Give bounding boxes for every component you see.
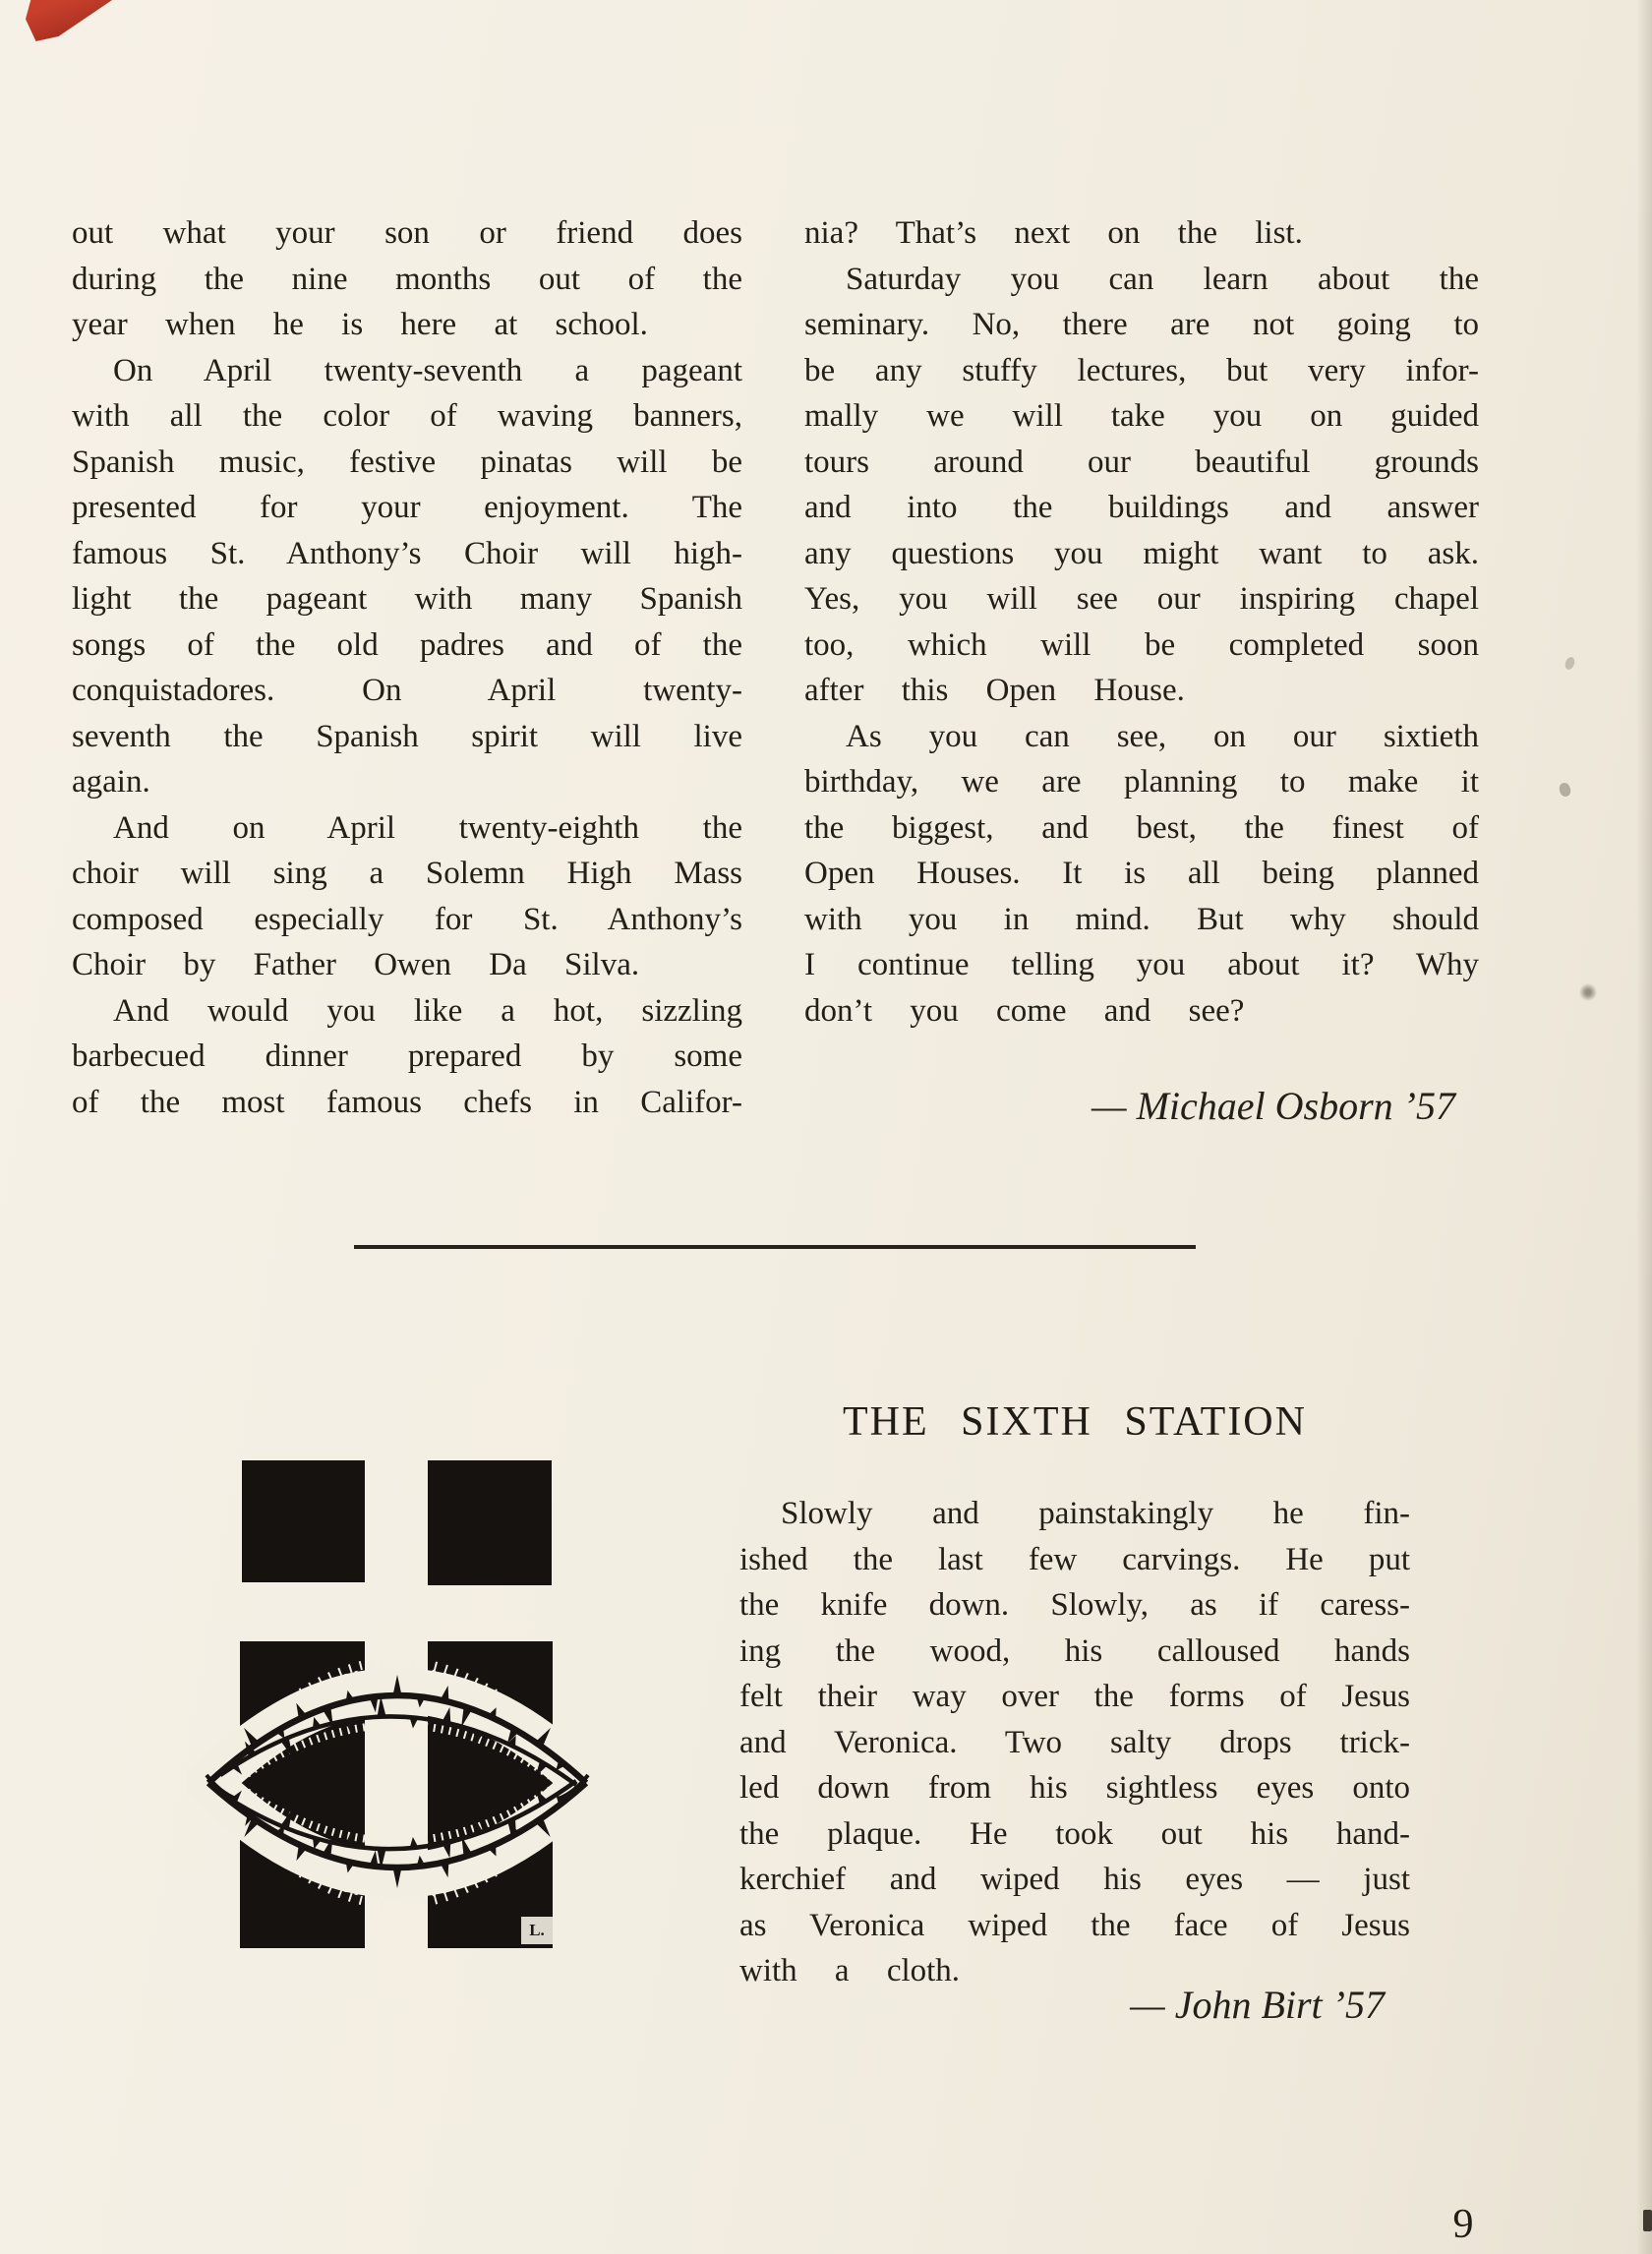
text-line: kerchief and wiped his eyes — just bbox=[739, 1862, 1410, 1897]
text-line: the knife down. Slowly, as if caress- bbox=[739, 1587, 1410, 1623]
text-line: famous St. Anthony’s Choir will high- bbox=[72, 535, 742, 571]
text-line: the biggest, and best, the finest of bbox=[804, 809, 1479, 846]
text-line: felt their way over the forms of Jesus bbox=[739, 1679, 1410, 1714]
text-line: On April twenty-seventh a pageant bbox=[113, 352, 742, 388]
scan-speck bbox=[1564, 656, 1576, 671]
text-line: conquistadores. On April twenty- bbox=[72, 673, 742, 708]
text-line: of the most famous chefs in Califor- bbox=[72, 1084, 742, 1120]
right-column bbox=[804, 210, 1479, 1034]
text-line: light the pageant with many Spanish bbox=[72, 581, 742, 617]
text-line: composed especially for St. Anthony’s bbox=[72, 901, 742, 937]
text-line: during the nine months out of the bbox=[72, 261, 742, 297]
text-line: don’t you come and see? bbox=[804, 992, 1245, 1029]
text-line: any questions you might want to ask. bbox=[804, 535, 1479, 571]
text-line: barbecued dinner prepared by some bbox=[72, 1038, 742, 1074]
scan-speck bbox=[1558, 782, 1571, 798]
text-line: after this Open House. bbox=[804, 673, 1185, 708]
text-line: Yes, you will see our inspiring chapel bbox=[804, 581, 1479, 617]
text-line: And on April twenty-eighth the bbox=[113, 809, 742, 846]
text-line: nia? That’s next on the list. bbox=[804, 215, 1303, 251]
text-line: Open Houses. It is all being planned bbox=[804, 856, 1479, 891]
scan-speck bbox=[1579, 983, 1597, 1001]
text-line: as Veronica wiped the face of Jesus bbox=[739, 1907, 1410, 1943]
text-line: presented for your enjoyment. The bbox=[72, 490, 742, 525]
text-line: birthday, we are planning to make it bbox=[804, 764, 1479, 800]
sixth-station-heading: THE SIXTH STATION bbox=[843, 1399, 1307, 1445]
text-line: Saturday you can learn about the bbox=[846, 261, 1479, 297]
text-line: seventh the Spanish spirit will live bbox=[72, 718, 742, 754]
text-line: led down from his sightless eyes onto bbox=[739, 1770, 1410, 1806]
text-line: with all the color of waving banners, bbox=[72, 398, 742, 434]
artist-initial: L. bbox=[521, 1917, 553, 1944]
author-signature-birt: — John Birt ’57 bbox=[1130, 1983, 1385, 2027]
text-line: tours around our beautiful grounds bbox=[804, 444, 1479, 480]
author-signature-osborn: — Michael Osborn ’57 bbox=[1092, 1084, 1455, 1128]
page-number: 9 bbox=[1452, 2202, 1474, 2247]
text-line: year when he is here at school. bbox=[72, 307, 648, 342]
text-line: Choir by Father Owen Da Silva. bbox=[72, 947, 640, 982]
text-line: and Veronica. Two salty drops trick- bbox=[739, 1724, 1410, 1760]
text-line: I continue telling you about it? Why bbox=[804, 947, 1479, 982]
text-line: with a cloth. bbox=[739, 1953, 961, 1988]
text-line: with you in mind. But why should bbox=[804, 901, 1479, 937]
text-line: Spanish music, festive pinatas will be bbox=[72, 444, 742, 480]
red-corner-artifact bbox=[26, 0, 112, 41]
text-line: As you can see, on our sixtieth bbox=[846, 718, 1479, 754]
left-column bbox=[72, 210, 742, 1125]
text-line: Slowly and painstakingly he fin- bbox=[781, 1496, 1410, 1531]
text-line: be any stuffy lectures, but very infor- bbox=[804, 352, 1479, 388]
text-line: ing the wood, his calloused hands bbox=[739, 1632, 1410, 1669]
text-line: too, which will be completed soon bbox=[804, 626, 1479, 663]
text-line: choir will sing a Solemn High Mass bbox=[72, 856, 742, 891]
text-line: out what your son or friend does bbox=[72, 215, 742, 251]
text-line: and into the buildings and answer bbox=[804, 490, 1479, 525]
sixth-station-column bbox=[739, 1491, 1410, 1994]
text-line: ished the last few carvings. He put bbox=[739, 1541, 1410, 1577]
text-line: the plaque. He took out his hand- bbox=[739, 1815, 1410, 1852]
text-line: songs of the old padres and of the bbox=[72, 626, 742, 663]
scan-edge-shadow bbox=[1636, 0, 1652, 2254]
cross-crown-illustration bbox=[240, 1460, 553, 1948]
text-line: seminary. No, there are not going to bbox=[804, 307, 1479, 342]
text-line: mally we will take you on guided bbox=[804, 398, 1479, 434]
section-divider-rule bbox=[354, 1245, 1196, 1249]
text-line: And would you like a hot, sizzling bbox=[113, 992, 742, 1029]
text-line: again. bbox=[72, 764, 150, 800]
illustration-block bbox=[428, 1460, 552, 1585]
illustration-block bbox=[242, 1460, 365, 1582]
